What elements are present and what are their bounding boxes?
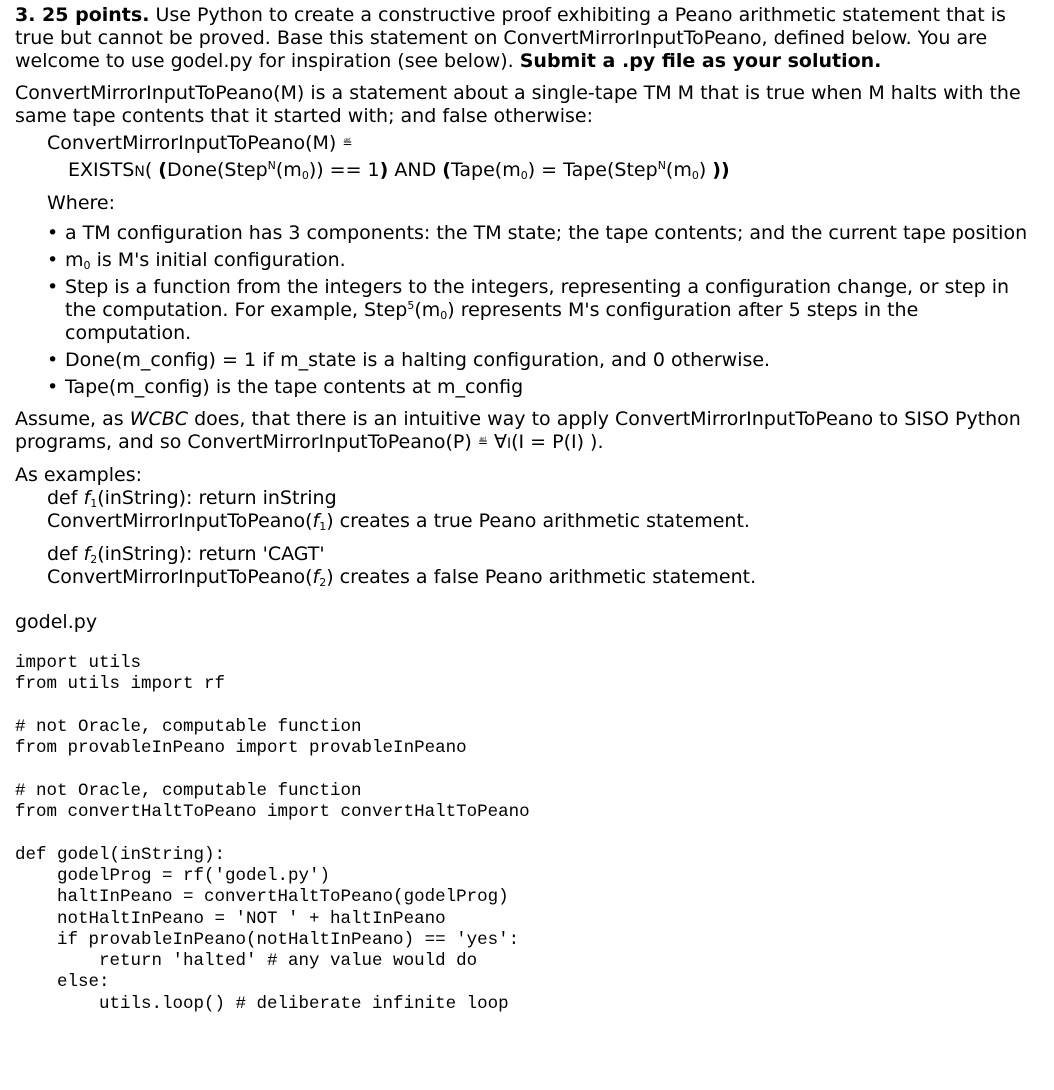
code-line: utils.loop() # deliberate infinite loop bbox=[15, 993, 509, 1014]
code-line: else: bbox=[15, 972, 110, 993]
bullet-tape-function: • Tape(m_config) is the tape contents at m_config bbox=[47, 376, 524, 398]
definition-formula: EXISTSN( $(Done(Step^N(m_0)) == 1)$ AND ($Tape(m_0)$ = $Tape(Step^N(m_0)$ )) bbox=[68, 159, 730, 182]
points-label: 3. 25 points. bbox=[15, 4, 150, 26]
example-1 bbox=[47, 487, 1045, 533]
definition-lhs: ConvertMirrorInputToPeano(M) ≝ bbox=[47, 132, 353, 154]
example-2-def: def $f_2(inString)$: return 'CAGT' bbox=[47, 543, 325, 566]
bullet-config-components: • a TM configuration has 3 components: the TM state; the tape contents; and the current tape position bbox=[47, 222, 1028, 244]
problem-intro: Use Python to create a constructive proof exhibiting a Peano arithmetic statement that is true but cannot be proved. Base this statement on ConvertMirrorInputToPeano, defined below. You are welcome to use godel.py for inspiration (see below). bbox=[15, 4, 1006, 72]
submit-instruction: Submit a .py file as your solution. bbox=[519, 50, 882, 72]
code-line: if provableInPeano(notHaltInPeano) == 'yes': bbox=[15, 929, 520, 950]
assume-paragraph: Assume, as WCBC does, that there is an intuitive way to apply ConvertMirrorInputToPeano to SISO Python programs, and so ConvertMirrorInputToPeano(P) ≝ ∀I(I = P(I) ). bbox=[15, 408, 1021, 453]
code-line: from convertHaltToPeano import convertHaltToPeano bbox=[15, 802, 530, 823]
bullet-initial-config: • $m_0$ is M's initial configuration. bbox=[47, 249, 346, 272]
wcbc-title: WCBC bbox=[129, 408, 189, 430]
example-1-def: def $f_1(inString)$: return inString bbox=[47, 487, 337, 510]
godel-code-block bbox=[15, 653, 1045, 1015]
example-2 bbox=[47, 543, 1045, 589]
code-line: notHaltInPeano = 'NOT ' + haltInPeano bbox=[15, 908, 446, 929]
examples-heading: As examples: bbox=[15, 464, 143, 486]
example-1-result: $ConvertMirrorInputToPeano(f_1)$ creates a true Peano arithmetic statement. bbox=[47, 510, 750, 533]
definition-bullets bbox=[47, 222, 1045, 399]
code-line: godelProg = rf('godel.py') bbox=[15, 865, 331, 886]
code-line: def godel(inString): bbox=[15, 844, 226, 865]
problem-statement bbox=[15, 4, 1045, 73]
code-line: haltInPeano = convertHaltToPeano(godelProg) bbox=[15, 887, 509, 908]
definition-intro: ConvertMirrorInputToPeano(M) is a statement about a single-tape TM M that is true when M halts with the same tape contents that it started with; and false otherwise: bbox=[15, 82, 1021, 127]
where-label: Where: bbox=[47, 192, 116, 214]
code-line: import utils bbox=[15, 653, 142, 673]
code-line: # not Oracle, computable function bbox=[15, 780, 362, 801]
example-2-result: $ConvertMirrorInputToPeano(f_2)$ creates a false Peano arithmetic statement. bbox=[47, 566, 757, 589]
code-line bbox=[15, 696, 1045, 717]
code-line bbox=[15, 759, 1045, 780]
code-line: from provableInPeano import provableInPeano bbox=[15, 738, 467, 759]
bullet-done-function: • Done(m_config) = 1 if m_state is a halting configuration, and 0 otherwise. bbox=[47, 349, 771, 371]
code-line: return 'halted' # any value would do bbox=[15, 951, 478, 972]
code-line: # not Oracle, computable function bbox=[15, 716, 362, 737]
document-page bbox=[15, 4, 1045, 1015]
code-line bbox=[15, 823, 1045, 844]
godel-filename: godel.py bbox=[15, 611, 98, 633]
equiv-symbol: ≝ bbox=[342, 136, 353, 150]
code-line: from utils import rf bbox=[15, 674, 226, 695]
bullet-step-function: • Step is a function from the integers to the integers, representing a configuration change, or step in the computation. For example, $Step^5(m_0)$ represents M's configuration after 5 steps in the computation. bbox=[47, 276, 1010, 344]
